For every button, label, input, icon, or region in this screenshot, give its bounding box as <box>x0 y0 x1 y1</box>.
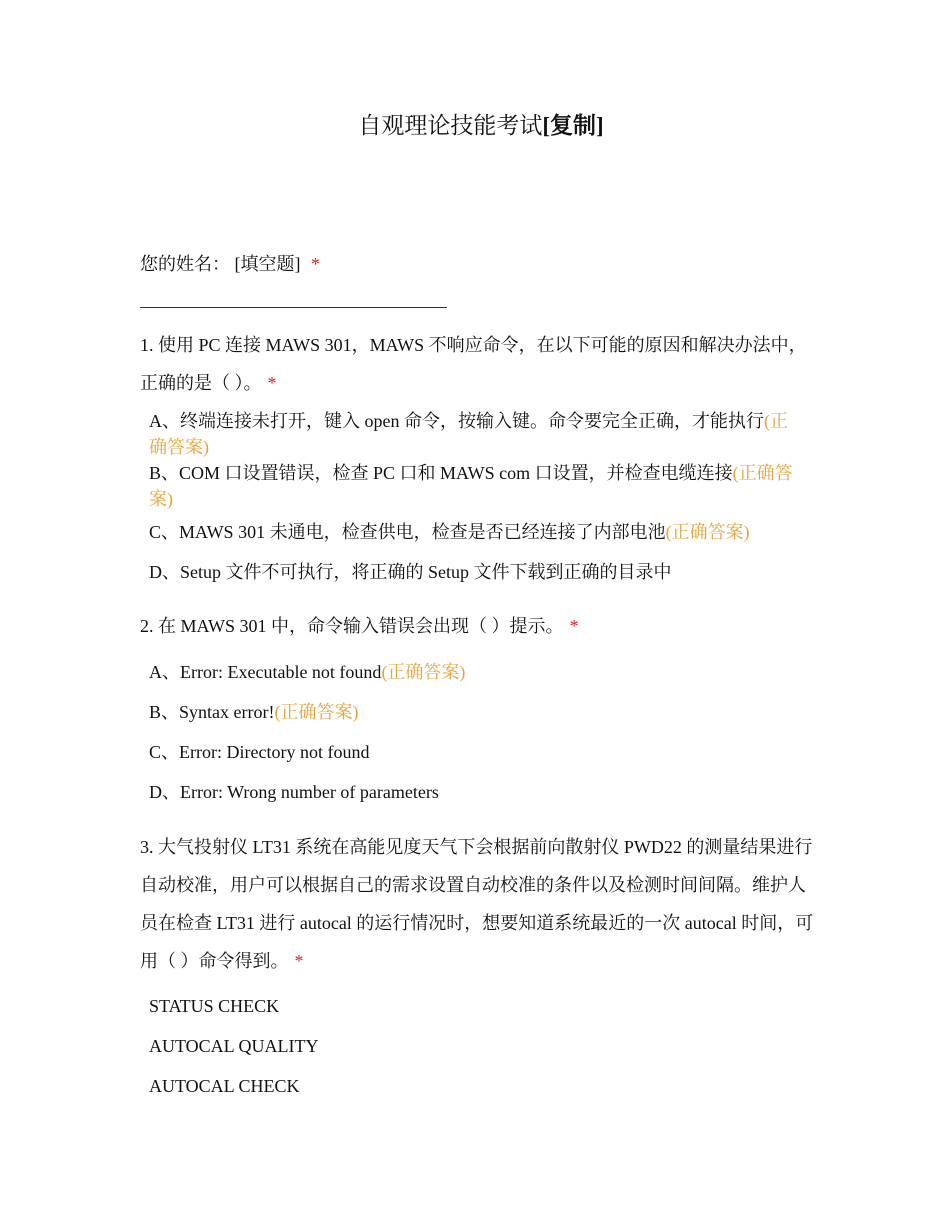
option-text: D、Error: Wrong number of parameters <box>149 782 439 802</box>
question-text: 3. 大气投射仪 LT31 系统在高能见度天气下会根据前向散射仪 PWD22 的测量结果进行自动校准，用户可以根据自己的需求设置自动校准的条件以及检测时间间隔。维护人员在检查 LT31 进行 autocal 的运行情况时，想要知道系统最近的一次 autocal 时间，可用（ ）命令得到。 <box>140 837 814 971</box>
correct-answer-mark: (正确答案) <box>149 411 788 457</box>
option-text: STATUS CHECK <box>149 996 280 1016</box>
name-label: 您的姓名： <box>140 254 230 274</box>
option-1a[interactable] <box>149 408 804 460</box>
correct-answer-mark: (正确答案) <box>381 662 466 682</box>
option-1c[interactable] <box>149 519 804 545</box>
name-question <box>140 250 320 278</box>
question-1 <box>140 326 820 402</box>
option-text: C、MAWS 301 未通电，检查供电，检查是否已经连接了内部电池 <box>149 522 666 542</box>
required-marker: * <box>569 616 579 636</box>
option-text: D、Setup 文件不可执行，将正确的 Setup 文件下载到正确的目录中 <box>149 562 672 582</box>
name-type: [填空题] <box>234 254 301 274</box>
page-title <box>0 110 950 142</box>
name-input-line[interactable] <box>140 307 447 308</box>
required-marker: * <box>311 254 320 274</box>
option-text: A、Error: Executable not found <box>149 662 382 682</box>
option-text: C、Error: Directory not found <box>149 742 370 762</box>
title-suffix: [复制] <box>542 113 604 138</box>
option-1b[interactable] <box>149 460 804 512</box>
correct-answer-mark: (正确答案) <box>665 522 750 542</box>
question-text: 2. 在 MAWS 301 中，命令输入错误会出现（ ）提示。 <box>140 616 564 636</box>
question-2 <box>140 607 820 645</box>
option-text: A、终端连接未打开，键入 open 命令，按输入键。命令要完全正确，才能执行 <box>149 411 764 431</box>
required-marker: * <box>267 373 277 393</box>
correct-answer-mark: (正确答案) <box>149 463 793 509</box>
option-text: AUTOCAL CHECK <box>149 1076 300 1096</box>
option-2c[interactable] <box>149 739 804 765</box>
title-main: 自观理论技能考试 <box>358 113 543 138</box>
option-2d[interactable] <box>149 779 804 805</box>
option-text: AUTOCAL QUALITY <box>149 1036 319 1056</box>
option-2b[interactable] <box>149 699 804 725</box>
required-marker: * <box>294 951 304 971</box>
correct-answer-mark: (正确答案) <box>274 702 359 722</box>
question-text: 1. 使用 PC 连接 MAWS 301，MAWS 不响应命令，在以下可能的原因和解决办法中，正确的是（ ）。 <box>140 335 807 393</box>
question-3 <box>140 828 820 980</box>
option-text: B、Syntax error! <box>149 702 275 722</box>
option-text: B、COM 口设置错误，检查 PC 口和 MAWS com 口设置，并检查电缆连接 <box>149 463 733 483</box>
option-3a[interactable] <box>149 993 804 1019</box>
option-2a[interactable] <box>149 659 804 685</box>
option-3c[interactable] <box>149 1073 804 1099</box>
option-3b[interactable] <box>149 1033 804 1059</box>
option-1d[interactable] <box>149 559 804 585</box>
